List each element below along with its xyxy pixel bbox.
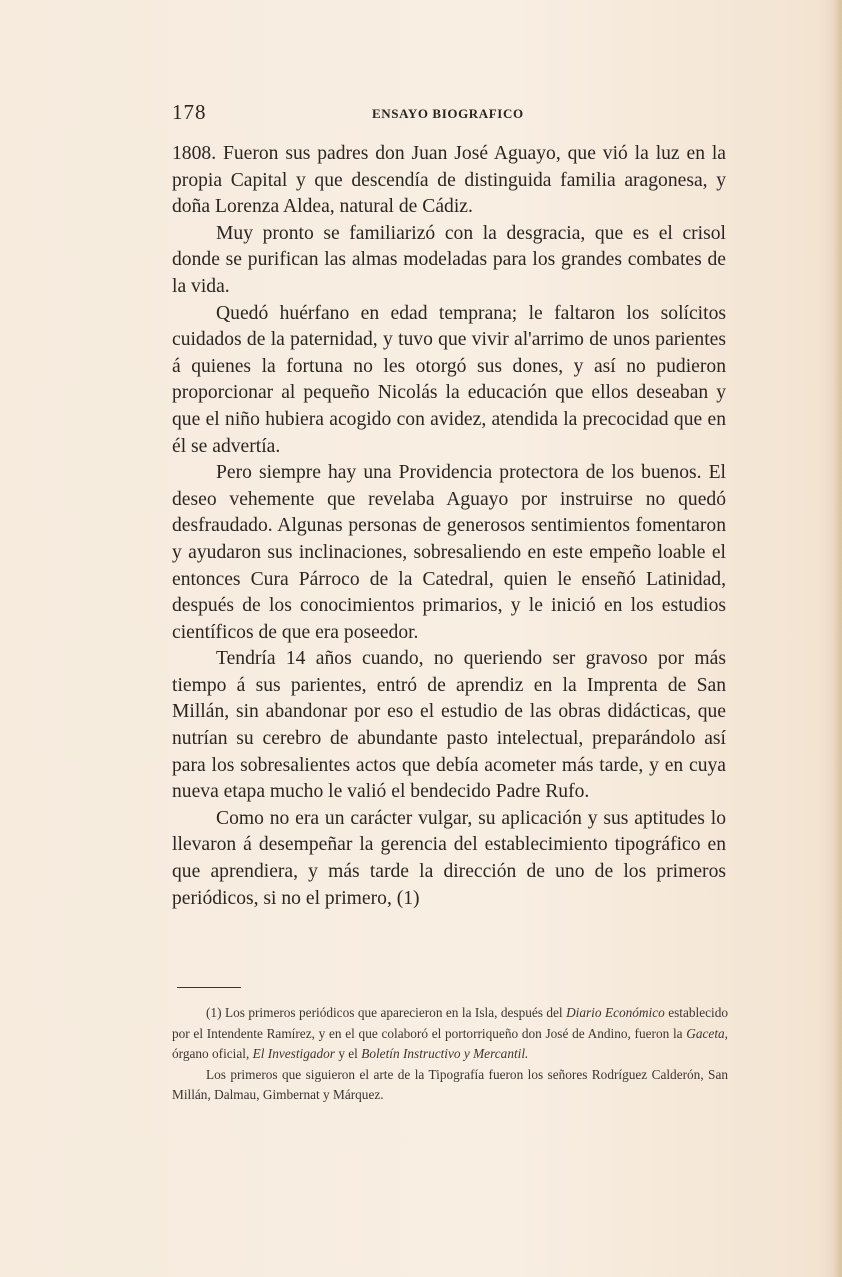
footnote-text-d: y el [338,1046,358,1061]
footnote-text-a: Los primeros periódicos que aparecieron en la Isla, después del [224,1005,563,1020]
paragraph-2: Muy pronto se familiarizó con la desgracia, que es el crisol donde se purifican las almas modeladas para los grandes combates de la vida. [172,222,726,297]
paragraph-4: Pero siempre hay una Providencia protectora de los buenos. El deseo vehemente que revelaba Aguayo por instruirse no quedó desfraudado. Algunas personas de generosos sentimientos fomentaron y ayudaron sus inclinaciones, sobresaliendo en este empeño loable el entonces Cura Párroco de la Catedral, quien le enseñó Latinidad, después de los conocimientos primarios, y le inició en los estudios científicos de que era poseedor. [172,462,726,643]
footnote-rule [177,987,241,988]
footnote-diario: Diario Económico [566,1005,665,1020]
footnote-text-b: establecido por el Intendente Ramírez, y en el que colaboró el portorriqueño don José de Andino, fueron la [172,1005,729,1041]
footnote-boletin: Boletín Instructivo y Mercantil. [361,1046,529,1061]
main-text [172,141,726,912]
paragraph-3: Quedó huérfano en edad temprana; le faltaron los solícitos cuidados de la paternidad, y tuvo que vivir al'arrimo de unos parientes á quienes la fortuna no les otorgó sus dones, y así no pudieron proporcionar al pequeño Nicolás la educación que ellos deseaban y que el niño hubiera acogido con avidez, atendida la precocidad que en él se advertía. [172,302,726,457]
footnote-1 [172,1003,728,1065]
page-edge [832,0,842,1277]
page-number: 178 [172,100,207,124]
footnote-investigador: El Investigador [252,1046,335,1061]
paragraph-1: 1808. Fueron sus padres don Juan José Aguayo, que vió la luz en la propia Capital y que descendía de distinguida familia aragonesa, y doña Lorenza Aldea, natural de Cádiz. [172,143,726,218]
footnotes [172,1003,728,1106]
footnote-gaceta: Gaceta, [686,1025,729,1041]
footnote-marker: (1) [206,1005,222,1020]
page-header [172,100,724,128]
footnote-2: Los primeros que siguieron el arte de la Tipografía fueron los señores Rodríguez Calderón, San Millán, Dalmau, Gimbernat y Márquez. [172,1066,728,1102]
paragraph-6: Como no era un carácter vulgar, su aplicación y sus aptitudes lo llevaron á desempeñar la gerencia del establecimiento tipográfico en que aprendiera, y más tarde la dirección de uno de los primeros periódicos, si no el primero, (1) [172,807,726,909]
paragraph-5: Tendría 14 años cuando, no queriendo ser gravoso por más tiempo á sus parientes, entró de aprendiz en la Imprenta de San Millán, sin abandonar por eso el estudio de las obras didácticas, que nutrían su cerebro de abundante pasto intelectual, preparándolo así para los sobresalientes actos que debía acometer más tarde, y en cuya nueva etapa mucho le valió el bendecido Padre Rufo. [172,648,726,803]
footnote-text-c: órgano oficial, [172,1046,250,1061]
running-title: ENSAYO BIOGRAFICO [372,106,524,121]
